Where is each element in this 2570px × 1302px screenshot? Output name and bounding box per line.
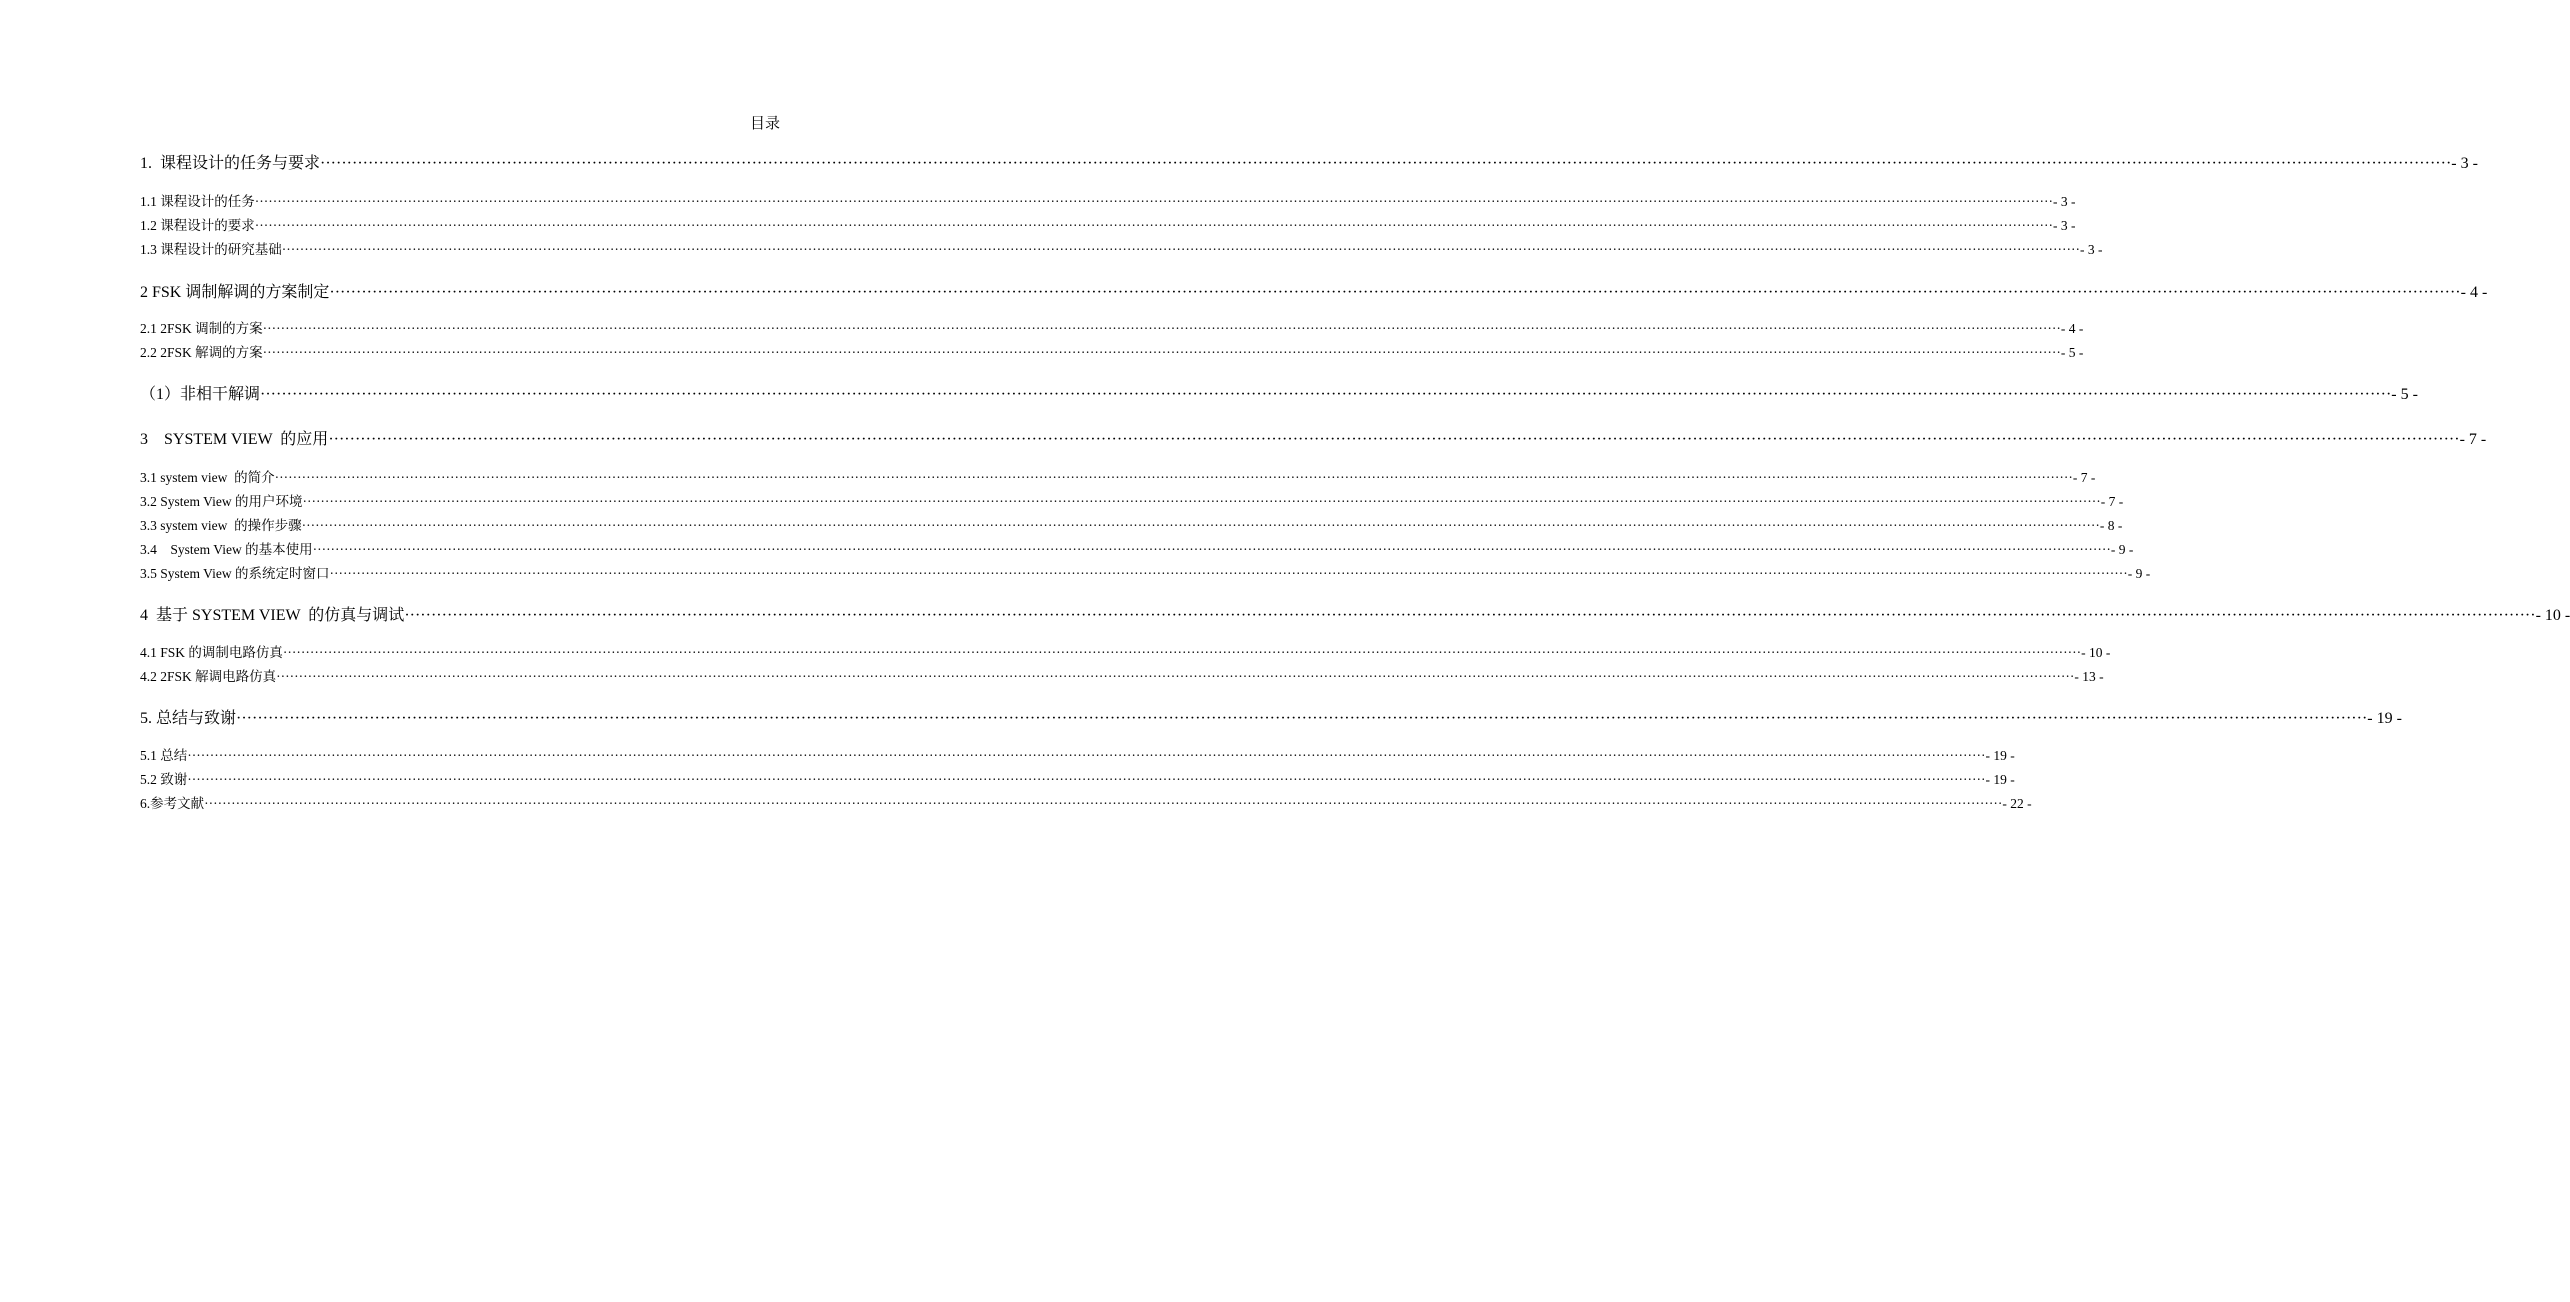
toc-entry-page: - 10 - bbox=[2081, 645, 2111, 660]
toc-entry-page: - 7 - bbox=[2100, 494, 2124, 509]
toc-dot-leader: ················································································································································································································································································································································································································ bbox=[187, 772, 1986, 787]
toc-dot-leader: ················································································································································································································································································································································································································ bbox=[404, 607, 2536, 624]
toc-entry[interactable] bbox=[140, 153, 2478, 175]
toc-entry-label: 3.2 System View 的用户环境 bbox=[140, 494, 303, 509]
toc-dot-leader: ················································································································································································································································································································································································································ bbox=[262, 345, 2061, 360]
toc-dot-leader: ················································································································································································································································································································································································································ bbox=[187, 748, 1986, 763]
toc-entry-page: - 4 - bbox=[2460, 284, 2488, 301]
toc-entry[interactable] bbox=[140, 241, 2103, 259]
toc-entry[interactable] bbox=[140, 217, 2076, 235]
toc-entry-page: - 3 - bbox=[2080, 242, 2103, 257]
toc-dot-leader: ················································································································································································································································································································································································································ bbox=[276, 669, 2075, 684]
toc-entry-label: 3.1 system view 的简介 bbox=[140, 470, 275, 485]
toc-dot-leader: ················································································································································································································································································································································································································ bbox=[254, 194, 2053, 209]
toc-entry[interactable] bbox=[140, 320, 2084, 338]
toc-entry-label: 3.4 System View 的基本使用 bbox=[140, 542, 313, 557]
toc-entry-label: 5.1 总结 bbox=[140, 748, 188, 763]
toc-entry-label: 4.2 2FSK 解调电路仿真 bbox=[140, 669, 277, 684]
toc-entry-page: - 4 - bbox=[2060, 321, 2084, 336]
toc-entry-page: - 7 - bbox=[2072, 470, 2096, 485]
toc-entry-label: 5.2 致谢 bbox=[140, 772, 188, 787]
toc-dot-leader: ················································································································································································································································································································································································································ bbox=[254, 218, 2053, 233]
toc-entry-label: （1）非相干解调 bbox=[140, 386, 261, 403]
toc-dot-leader: ················································································································································································································································································································································································································ bbox=[262, 321, 2061, 336]
toc-entry-label: 3 SYSTEM VIEW 的应用 bbox=[140, 431, 329, 448]
toc-entry-label: 1.2 课程设计的要求 bbox=[140, 218, 255, 233]
toc-entry-page: - 5 - bbox=[2060, 345, 2084, 360]
toc-entry-page: - 9 - bbox=[2110, 542, 2134, 557]
toc-entry-label: 4.1 FSK 的调制电路仿真 bbox=[140, 645, 283, 660]
toc-entry-label: 3.3 system view 的操作步骤 bbox=[140, 518, 302, 533]
toc-dot-leader: ················································································································································································································································································································································································································ bbox=[328, 431, 2460, 448]
toc-entry-page: - 5 - bbox=[2391, 386, 2418, 403]
toc-entry-label: 2 FSK 调制解调的方案制定 bbox=[140, 284, 330, 301]
toc-entry[interactable] bbox=[140, 344, 2084, 362]
toc-entry[interactable] bbox=[140, 193, 2076, 211]
toc-entry[interactable] bbox=[140, 541, 2134, 559]
toc-entry-page: - 3 - bbox=[2451, 155, 2478, 172]
toc-entry-page: - 3 - bbox=[2053, 194, 2076, 209]
toc-entry-page: - 3 - bbox=[2053, 218, 2076, 233]
toc-entry[interactable] bbox=[140, 605, 2570, 627]
toc-entry-page: - 8 - bbox=[2099, 518, 2123, 533]
toc-entry[interactable] bbox=[140, 747, 2015, 765]
toc-entry-page: - 19 - bbox=[1985, 772, 2015, 787]
toc-entry-page: - 19 - bbox=[2367, 710, 2402, 727]
toc-dot-leader: ················································································································································································································································································································································································································ bbox=[329, 566, 2128, 581]
toc-dot-leader: ················································································································································································································································································································································································································ bbox=[301, 518, 2100, 533]
toc-entry-page: - 7 - bbox=[2459, 431, 2487, 448]
toc-heading: 目录 bbox=[750, 116, 781, 132]
toc-dot-leader: ················································································································································································································································································································································································································ bbox=[236, 710, 2368, 727]
toc-dot-leader: ················································································································································································································································································································································································································ bbox=[260, 386, 2392, 403]
toc-entry[interactable] bbox=[140, 795, 2032, 813]
toc-entry-label: 4 基于 SYSTEM VIEW 的仿真与调试 bbox=[140, 607, 405, 624]
toc-entry[interactable] bbox=[140, 644, 2111, 662]
toc-entry[interactable] bbox=[140, 668, 2104, 686]
toc-entry-label: 5. 总结与致谢 bbox=[140, 710, 237, 727]
toc-entry-label: 2.1 2FSK 调制的方案 bbox=[140, 321, 263, 336]
toc-entry-page: - 19 - bbox=[1985, 748, 2015, 763]
toc-entry[interactable] bbox=[140, 429, 2487, 451]
toc-entry-label: 3.5 System View 的系统定时窗口 bbox=[140, 566, 330, 581]
toc-entry-label: 6.参考文献 bbox=[140, 796, 205, 811]
toc-entry[interactable] bbox=[140, 708, 2402, 730]
toc-entry-label: 1. 课程设计的任务与要求 bbox=[140, 155, 321, 172]
toc-entry-label: 2.2 2FSK 解调的方案 bbox=[140, 345, 263, 360]
toc-entry[interactable] bbox=[140, 282, 2488, 304]
toc-entry[interactable] bbox=[140, 565, 2151, 583]
toc-entry[interactable] bbox=[140, 384, 2418, 406]
toc-entry-page: - 13 - bbox=[2074, 669, 2104, 684]
toc-entry-page: - 22 - bbox=[2002, 796, 2032, 811]
toc-entry-label: 1.1 课程设计的任务 bbox=[140, 194, 255, 209]
toc-dot-leader: ················································································································································································································································································································································································································ bbox=[281, 242, 2080, 257]
toc-dot-leader: ················································································································································································································································································································································································································ bbox=[204, 796, 2003, 811]
toc-entry[interactable] bbox=[140, 469, 2096, 487]
toc-dot-leader: ················································································································································································································································································································································································································ bbox=[282, 645, 2082, 660]
toc-entry[interactable] bbox=[140, 493, 2124, 511]
toc-entry-label: 1.3 课程设计的研究基础 bbox=[140, 242, 282, 257]
toc-dot-leader: ················································································································································································································································································································································································································ bbox=[320, 155, 2452, 172]
toc-entry[interactable] bbox=[140, 771, 2015, 789]
toc-entry-page: - 9 - bbox=[2127, 566, 2151, 581]
toc-dot-leader: ················································································································································································································································································································································································································ bbox=[312, 542, 2111, 557]
toc-dot-leader: ················································································································································································································································································································································································································ bbox=[274, 470, 2073, 485]
toc-dot-leader: ················································································································································································································································································································································································································ bbox=[329, 284, 2461, 301]
toc-dot-leader: ················································································································································································································································································································································································································ bbox=[302, 494, 2101, 509]
toc-entry[interactable] bbox=[140, 517, 2123, 535]
toc-entry-page: - 10 - bbox=[2535, 607, 2570, 624]
